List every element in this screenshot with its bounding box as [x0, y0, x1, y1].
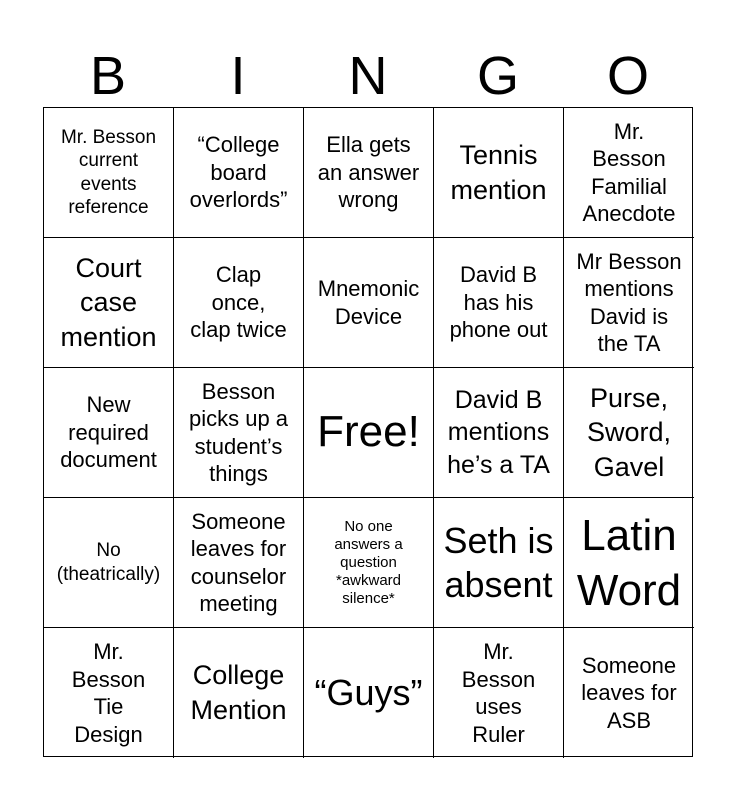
bingo-cell-r4-c1[interactable]: No (theatrically): [44, 498, 174, 628]
header-letter-n: N: [348, 46, 388, 106]
bingo-cell-r2-c3[interactable]: Mnemonic Device: [304, 238, 434, 368]
bingo-cell-r5-c5[interactable]: Someone leaves for ASB: [581, 652, 677, 733]
bingo-cell-free[interactable]: Free!: [304, 368, 434, 498]
bingo-cell-r4-c4[interactable]: Seth is absent: [434, 498, 564, 628]
bingo-cell-r5-c2[interactable]: College Mention: [174, 628, 304, 758]
header-letter-i: I: [230, 46, 246, 106]
bingo-cell-r1-c2[interactable]: “College board overlords”: [174, 108, 304, 238]
bingo-cell-r3-c2[interactable]: Besson picks up a student’s things: [174, 368, 304, 498]
bingo-cell-r4-c3[interactable]: No one answers a question *awkward silence*: [304, 498, 434, 628]
header-letter-g: G: [476, 46, 519, 106]
bingo-cell-r3-c1[interactable]: New required document: [44, 368, 174, 498]
bingo-cell-r5-c4[interactable]: Mr. Besson uses Ruler: [434, 628, 564, 758]
bingo-cell-r4-c2[interactable]: Someone leaves for counselor meeting: [174, 498, 304, 628]
bingo-cell-r1-c5[interactable]: Mr. Besson Familial Anecdote: [564, 108, 694, 238]
header-letter-b: B: [89, 46, 127, 106]
bingo-cell-r4-c5[interactable]: Latin Word: [564, 498, 694, 628]
bingo-board: [43, 107, 693, 757]
bingo-cell-r5-c1[interactable]: Mr. Besson Tie Design: [44, 628, 174, 758]
bingo-header: [43, 44, 693, 108]
bingo-cell-r3-c4[interactable]: David B mentions he’s a TA: [434, 368, 564, 498]
bingo-cell-r3-c5[interactable]: Purse, Sword, Gavel: [564, 368, 694, 498]
bingo-cell-r1-c4[interactable]: Tennis mention: [434, 108, 564, 238]
bingo-cell-r2-c4[interactable]: David B has his phone out: [434, 238, 564, 368]
bingo-cell-r5-c3[interactable]: “Guys”: [304, 628, 434, 758]
header-letter-o: O: [606, 46, 649, 106]
bingo-cell-r1-c1[interactable]: Mr. Besson current events reference: [44, 108, 174, 238]
bingo-cell-r2-c1[interactable]: Court case mention: [44, 238, 174, 368]
bingo-cell-r1-c3[interactable]: Ella gets an answer wrong: [304, 108, 434, 238]
bingo-cell-r2-c5[interactable]: Mr Besson mentions David is the TA: [564, 238, 694, 368]
bingo-cell-r2-c2[interactable]: Clap once, clap twice: [174, 238, 304, 368]
